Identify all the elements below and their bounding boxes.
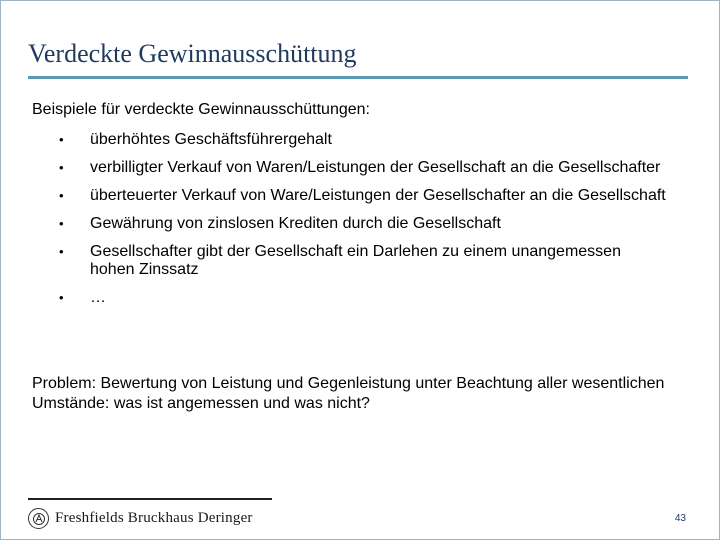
list-item	[56, 159, 666, 177]
bullet-text: Gesellschafter gibt der Gesellschaft ein Darlehen zu einem unangemessen hohen Zinssatz	[90, 243, 621, 278]
page-number: 43	[674, 513, 686, 524]
seal-emblem-icon	[28, 508, 49, 529]
bullet-icon: •	[59, 216, 64, 231]
list-item	[56, 187, 666, 205]
logo-text: Freshfields Bruckhaus Deringer	[55, 510, 253, 526]
bullet-text: Gewährung von zinslosen Krediten durch die Gesellschaft	[90, 215, 501, 232]
list-item	[56, 243, 666, 279]
list-item	[56, 289, 666, 307]
bullet-icon: •	[59, 244, 64, 259]
company-logo	[28, 508, 253, 529]
bullet-text: …	[90, 289, 106, 306]
bullet-list	[56, 131, 666, 317]
title-divider	[28, 76, 688, 79]
footer-divider	[28, 498, 272, 500]
slide-title: Verdeckte Gewinnausschüttung	[28, 39, 357, 68]
intro-text: Beispiele für verdeckte Gewinnausschüttungen:	[32, 101, 370, 118]
bullet-icon: •	[59, 188, 64, 203]
bullet-text: überteuerter Verkauf von Ware/Leistungen der Gesellschafter an die Gesellschaft	[90, 187, 666, 204]
problem-statement: Problem: Bewertung von Leistung und Gegenleistung unter Beachtung aller wesentlichen Umstände: was ist angemessen und was nicht?	[32, 375, 665, 412]
bullet-icon: •	[59, 132, 64, 147]
list-item	[56, 131, 666, 149]
bullet-icon: •	[59, 160, 64, 175]
bullet-text: verbilligter Verkauf von Waren/Leistungen der Gesellschaft an die Gesellschafter	[90, 159, 661, 176]
bullet-text: überhöhtes Geschäftsführergehalt	[90, 131, 332, 148]
bullet-icon: •	[59, 290, 64, 305]
list-item	[56, 215, 666, 233]
